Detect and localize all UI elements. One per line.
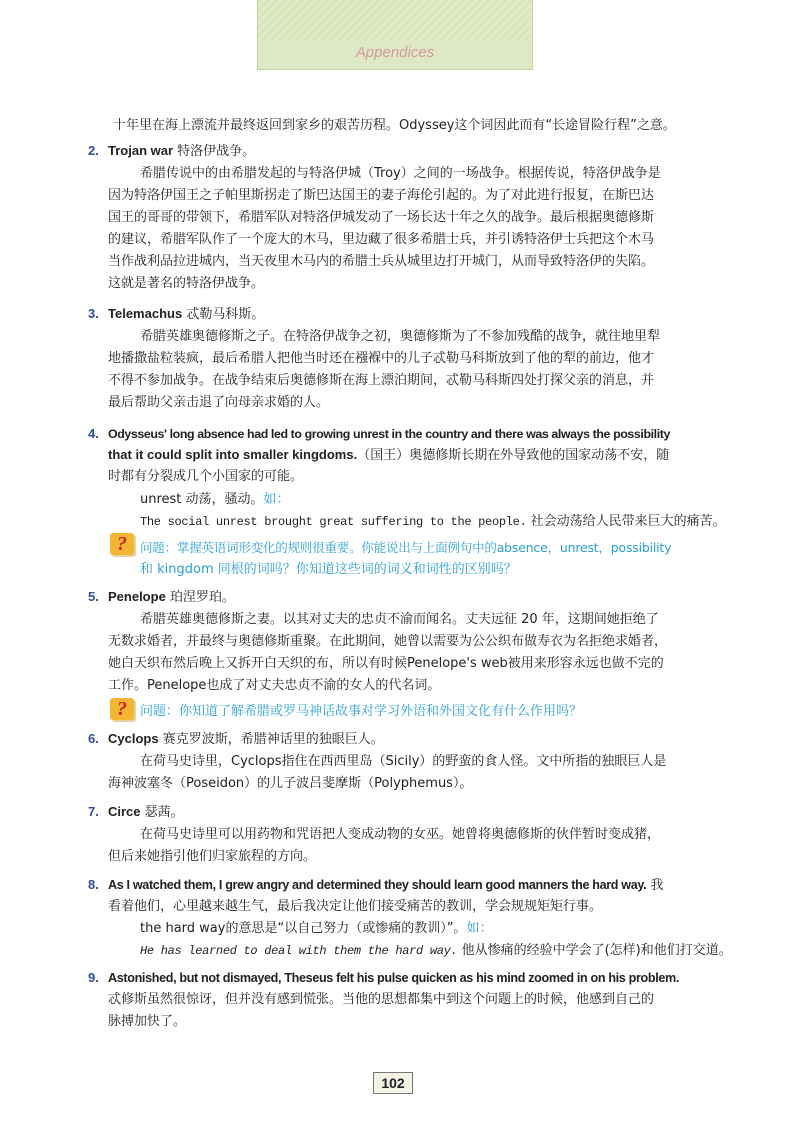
note-number: 3. [88,306,99,321]
intro-line: 十年里在海上漂流并最终返回到家乡的艰苦历程。Odyssey这个词因此而有“长途冒险行程”之意。 [113,118,676,133]
note-heading-en: that it could split into smaller kingdoms. [108,447,358,462]
question-line: 和 kingdom 同根的词吗？你知道这些词的词义和词性的区别吗？ [140,562,517,577]
note-heading [108,142,255,161]
note-heading [108,730,384,749]
note-heading-en: Penelope [108,589,166,604]
note-body-line: 海神波塞冬（Poseidon）的儿子波吕斐摩斯（Polyphemus）。 [108,776,473,791]
phrase-line [140,920,492,938]
note-body-line: 无数求婚者，并最终与奥德修斯重聚。在此期间，她曾以需要为公公织布做寿衣为名拒绝求婚者， [108,634,668,649]
note-heading-cn: 赛克罗波斯，希腊神话里的独眼巨人。 [158,732,384,747]
note-number: 9. [88,970,99,985]
note-body-line: 不得不参加战争。在战争结束后奥德修斯在海上漂泊期间，忒勒马科斯四处打探父亲的消息，并 [108,373,655,388]
note-body-line: 脉搏加快了。 [108,1014,187,1029]
note-body-line: 国王的哥哥的带领下，希腊军队对特洛伊城发动了一场长达十年之久的战争。最后根据奥德修斯 [108,210,655,225]
note-body-line: 最后帮助父亲击退了向母亲求婚的人。 [108,395,330,410]
example-line [140,942,732,960]
note-body-line: 在荷马史诗里可以用药物和咒语把人变成动物的女巫。她曾将奥德修斯的伙伴暂时变成猪， [140,827,661,842]
note-number: 7. [88,804,99,819]
note-heading [108,446,669,465]
note-number: 8. [88,877,99,892]
note-heading-cn: 忒勒马科斯。 [182,307,265,322]
note-heading-cn: 珀涅罗珀。 [165,590,235,605]
note-heading [108,588,235,607]
note-body-line: 当作战利品拉进城内，当天夜里木马内的希腊士兵从城里边打开城门，从而导致特洛伊的失陷。 [108,254,655,269]
note-body-line: 工作。Penelope也成了对丈夫忠贞不渝的女人的代名词。 [108,678,441,693]
note-heading-cn: 我 [646,878,664,893]
question-icon: ? [110,698,134,720]
note-heading-en: As I watched them, I grew angry and determined they should learn good manners the hard way. [108,878,647,892]
note-heading-cn: 特洛伊战争。 [173,144,256,159]
question-icon: ? [110,533,134,555]
note-number: 2. [88,143,99,158]
section-title: Appendices [355,44,435,61]
note-number: 4. [88,426,99,441]
note-number: 5. [88,589,99,604]
note-body-line: 希腊英雄奥德修斯之妻。以其对丈夫的忠贞不渝而闻名。丈夫远征 20 年，这期间她拒绝了 [140,612,659,627]
note-body-line: 她白天织布然后晚上又拆开白天织的布，所以有时候Penelope's web被用来形容永远也做不完的 [108,656,664,671]
example-en: The social unrest brought great suffering to the people. [140,515,527,529]
note-body-line: 地播撒盐粒装疯，最后希腊人把他当时还在襁褓中的儿子忒勒马科斯放到了他的犁的前边，他才 [108,351,655,366]
note-heading-cn-cont: 时都有分裂成几个小国家的可能。 [108,469,304,484]
note-body-line: 这就是著名的特洛伊战争。 [108,276,265,291]
example-cn: 他从惨痛的经验中学会了(怎样)和他们打交道。 [457,943,732,958]
note-heading-en: Cyclops [108,731,159,746]
vocab-line [140,491,290,509]
note-body-line: 希腊英雄奥德修斯之子。在特洛伊战争之初，奥德修斯为了不参加残酷的战争，就往地里犁 [140,329,661,344]
example-en: He has learned to deal with them the hard way. [140,944,458,958]
note-heading-en: Trojan war [108,143,174,158]
note-heading [108,305,264,324]
note-body-line: 在荷马史诗里，Cyclops指住在西西里岛（Sicily）的野蛮的食人怪。文中所指的独眼巨人是 [140,754,667,769]
note-body-line: 因为特洛伊国王之子帕里斯拐走了斯巴达国王的妻子海伦引起的。为了对此进行报复，在斯巴达 [108,188,655,203]
vocab-word: unrest 动荡，骚动。 [140,492,264,507]
example-cn: 社会动荡给人民带来巨大的痛苦。 [526,514,726,529]
note-heading-en: Telemachus [108,306,183,321]
phrase-text: the hard way的意思是“以自己努力（或惨痛的教训）”。 [140,921,467,936]
note-number: 6. [88,731,99,746]
note-body-line: 的建议，希腊军队作了一个庞大的木马，里边藏了很多希腊士兵，并引诱特洛伊士兵把这个木马 [108,232,655,247]
note-body-line: 忒修斯虽然很惊讶，但并没有感到慌张。当他的思想都集中到这个问题上的时候，他感到自己的 [108,992,655,1007]
note-heading-en: Circe [108,804,141,819]
note-heading-cn: （国王）奥德修斯长期在外导致他的国家动荡不安，随 [357,448,670,463]
note-heading-en: Odysseus' long absence had led to growing unrest in the country and there was always the possibility [108,427,670,441]
note-heading [108,803,184,822]
phrase-example-marker: 如： [466,921,493,936]
example-line [140,513,726,531]
note-body-line: 看着他们，心里越来越生气，最后我决定让他们接受痛苦的教训，学会规规矩矩行事。 [108,899,603,914]
note-body-line: 但后来她指引他们归家旅程的方向。 [108,849,317,864]
question-line: 问题：掌握英语词形变化的规则很重要。你能说出与上面例句中的absence，unrest，possibility [140,540,672,555]
vocab-example-marker: 如： [263,492,290,507]
note-heading-en: Astonished, but not dismayed, Theseus felt his pulse quicken as his mind zoomed in on his problem. [108,971,679,985]
note-heading [108,876,663,895]
note-body-line: 希腊传说中的由希腊发起的与特洛伊城（Troy）之间的一场战争。根据传说，特洛伊战争是 [140,166,661,181]
note-heading-cn: 瑟茜。 [140,805,184,820]
question-line: 问题：你知道了解希腊或罗马神话故事对学习外语和外国文化有什么作用吗？ [140,704,583,719]
page-number: 102 [373,1072,413,1094]
